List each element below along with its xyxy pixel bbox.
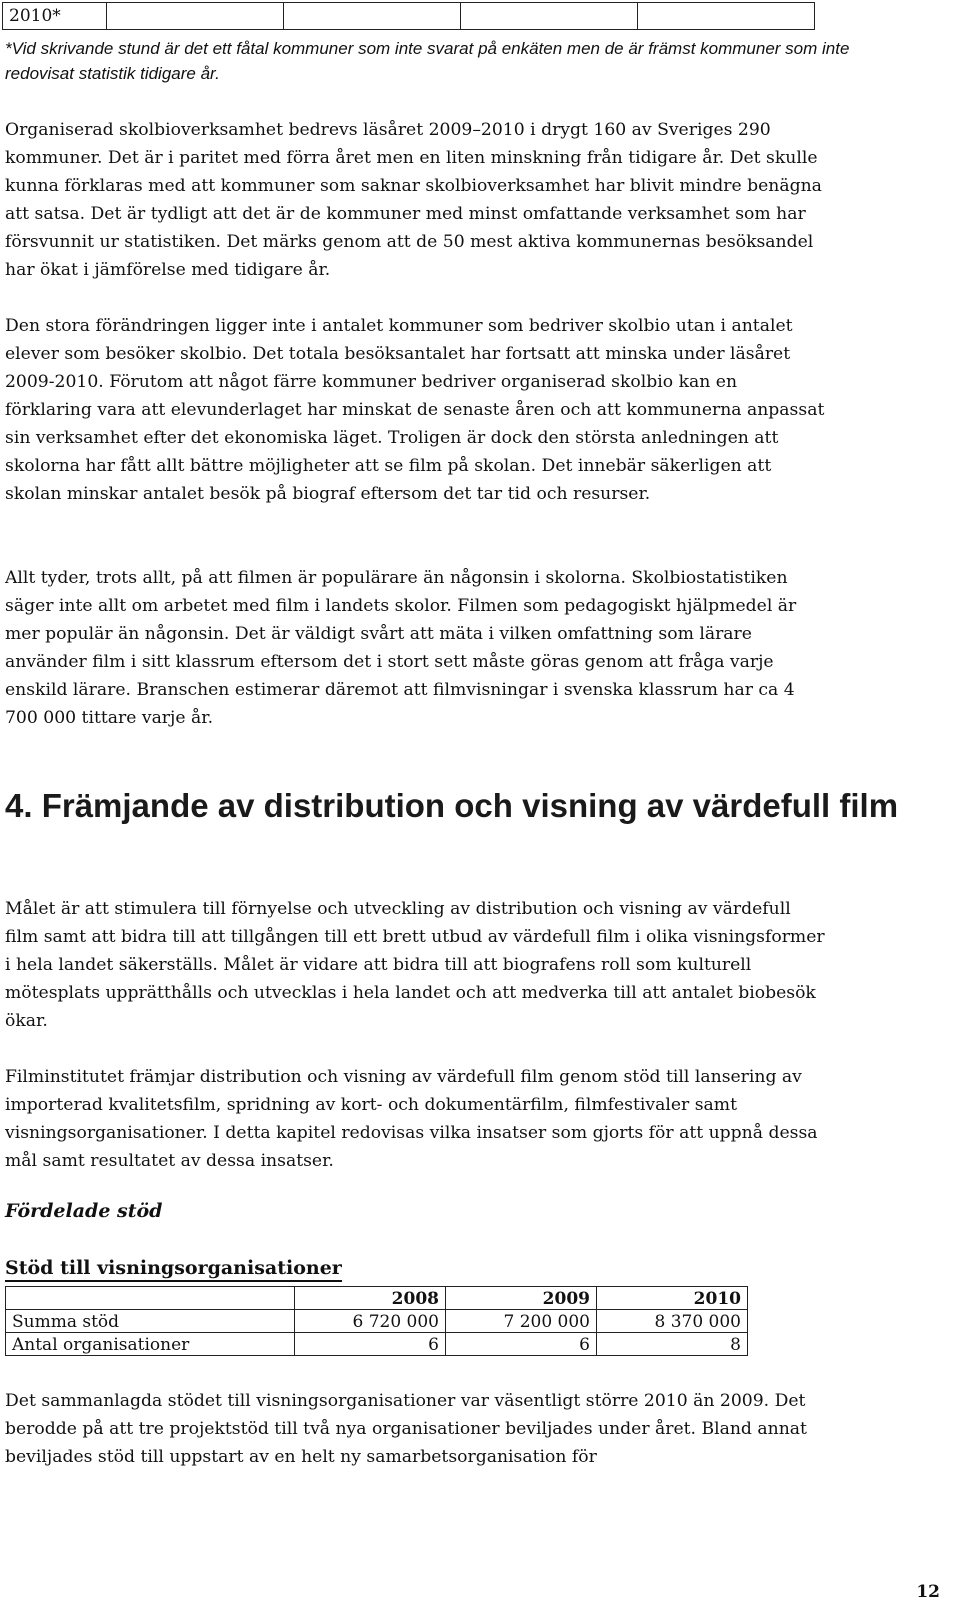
paragraph-institute: Filminstitutet främjar distribution och visning av värdefull film genom stöd till lansering av importerad kvalitetsfilm, spridning av kort- och dokumentärfilm, filmfestivaler samt visningsorganisationer. I detta kapitel redovisas vilka insatser som gjorts för att uppnå dessa mål samt resultatet av dessa insatser. <box>5 1067 818 1171</box>
paragraph-popularity: Allt tyder, trots allt, på att filmen är populärare än någonsin i skolorna. Skolbiostatistiken säger inte allt om arbetet med film i landets skolor. Filmen som pedagogiskt hjälpmedel är mer populär än någonsin. Det är väldigt svårt att mäta i vilken omfattning som lärare använder film i sitt klassrum eftersom det i stort sett måste göras genom att fråga varje enskild lärare. Branschen estimerar däremot att filmvisningar i svenska klassrum har ca 4 700 000 tittare varje år. <box>5 568 797 728</box>
top-table-fragment <box>2 2 815 30</box>
table-cell: 8 370 000 <box>597 1310 748 1333</box>
table-row <box>6 1333 748 1356</box>
table-cell-empty <box>461 3 638 30</box>
table-cell: 6 <box>295 1333 446 1356</box>
paragraph-summary: Det sammanlagda stödet till visningsorganisationer var väsentligt större 2010 än 2009. Det berodde på att tre projektstöd till två nya organisationer beviljades under året. Bland annat beviljades stöd till uppstart av en helt ny samarbetsorganisation för <box>5 1391 807 1467</box>
subheading-screening-orgs: Stöd till visningsorganisationer <box>5 1256 342 1282</box>
table-cell-year: 2010* <box>3 3 107 30</box>
paragraph-visitors: Den stora förändringen ligger inte i antalet kommuner som bedriver skolbio utan i antalet elever som besöker skolbio. Det totala besöksantalet har fortsatt att minska under läsåret 2009-2010. Förutom att något färre kommuner bedriver organiserad skolbio kan en förklaring vara att elevunderlaget har minskat de senaste åren och att kommunerna anpassat sin verksamhet efter det ekonomiska läget. Troligen är dock den största anledningen att skolorna har fått allt bättre möjligheter att se film på skolan. Det innebär säkerligen att skolan minskar antalet besök på biograf eftersom det tar tid och resurser. <box>5 316 825 504</box>
page-number: 12 <box>916 1582 940 1602</box>
table-header-blank <box>6 1287 295 1310</box>
paragraph-skolbio: Organiserad skolbioverksamhet bedrevs läsåret 2009–2010 i drygt 160 av Sveriges 290 kommuner. Det är i paritet med förra året men en liten minskning från tidigare år. Det skulle kunna förklaras med att kommuner som saknar skolbioverksamhet har blivit mindre benägna att satsa. Det är tydligt att det är de kommuner med minst omfattande verksamhet som har försvunnit ur statistiken. Det märks genom att de 50 mest aktiva kommunernas besöksandel har ökat i jämförelse med tidigare år. <box>5 120 822 280</box>
table-cell: 8 <box>597 1333 748 1356</box>
table-cell-empty <box>284 3 461 30</box>
table-cell-empty <box>638 3 815 30</box>
table-row <box>3 3 815 30</box>
table-cell-empty <box>107 3 284 30</box>
paragraph-goal: Målet är att stimulera till förnyelse och utveckling av distribution och visning av värdefull film samt att bidra till att tillgången till ett brett utbud av värdefull film i olika visningsformer i hela landet säkerställs. Målet är vidare att bidra till att biografens roll som kulturell mötesplats upprätthålls och utvecklas i hela landet och att medverka till att antalet biobesök ökar. <box>5 899 825 1031</box>
table-header-year: 2009 <box>446 1287 597 1310</box>
table-cell: 7 200 000 <box>446 1310 597 1333</box>
row-label: Antal organisationer <box>6 1333 295 1356</box>
footnote: *Vid skrivande stund är det ett fåtal kommuner som inte svarat på enkäten men de är främst kommuner som inte redovisat statistik tidigare år. <box>5 39 850 83</box>
chapter-heading: 4. Främjande av distribution och visning av värdefull film <box>5 787 899 824</box>
table-row <box>6 1310 748 1333</box>
table-header-year: 2008 <box>295 1287 446 1310</box>
support-table <box>5 1286 748 1356</box>
subheading-allocated-support: Fördelade stöd <box>5 1200 163 1222</box>
table-header-year: 2010 <box>597 1287 748 1310</box>
table-header-row <box>6 1287 748 1310</box>
table-cell: 6 <box>446 1333 597 1356</box>
row-label: Summa stöd <box>6 1310 295 1333</box>
table-cell: 6 720 000 <box>295 1310 446 1333</box>
